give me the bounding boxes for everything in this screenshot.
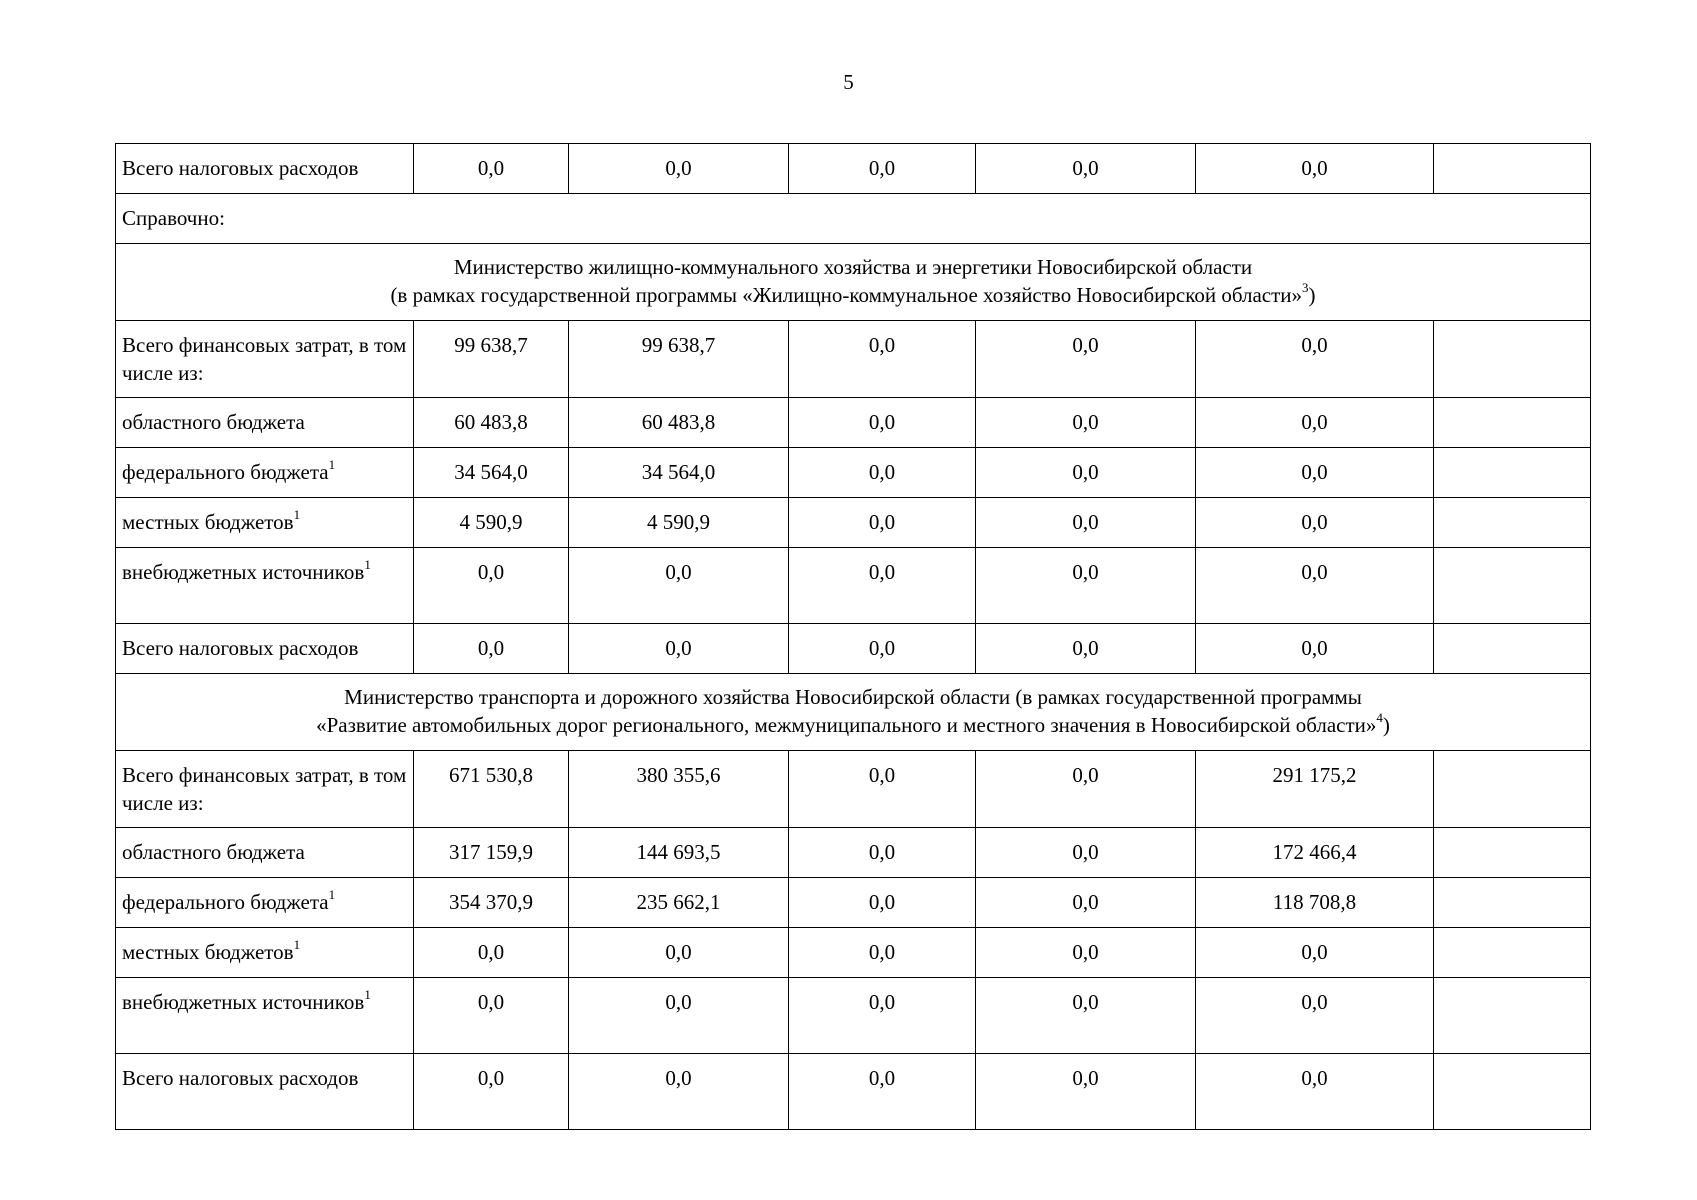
row-label: Всего финансовых затрат, в том числе из: xyxy=(116,751,414,828)
table-row xyxy=(116,498,1591,548)
table-cell: 0,0 xyxy=(1196,624,1434,674)
row-label: Всего налоговых расходов xyxy=(116,624,414,674)
table-cell: 0,0 xyxy=(789,928,976,978)
table-cell: 0,0 xyxy=(569,928,789,978)
table-cell: 0,0 xyxy=(414,978,569,1054)
table-cell: 0,0 xyxy=(1196,321,1434,398)
table-cell: 0,0 xyxy=(976,751,1196,828)
table-cell: 0,0 xyxy=(1196,978,1434,1054)
table-cell: 99 638,7 xyxy=(569,321,789,398)
section-title-line: (в рамках государственной программы «Жилищно-коммунальное хозяйство Новосибирской области»$^3$) xyxy=(390,280,1316,307)
table-cell: 0,0 xyxy=(569,548,789,624)
table-cell: 0,0 xyxy=(976,498,1196,548)
table-cell: 0,0 xyxy=(569,624,789,674)
table-cell: 0,0 xyxy=(976,878,1196,928)
table-cell: 0,0 xyxy=(569,144,789,194)
table-cell: 291 175,2 xyxy=(1196,751,1434,828)
table-cell: 0,0 xyxy=(976,144,1196,194)
table-cell: 4 590,9 xyxy=(414,498,569,548)
table-cell: 0,0 xyxy=(789,144,976,194)
table-cell: 0,0 xyxy=(1196,144,1434,194)
table-cell xyxy=(1434,878,1591,928)
table-cell: 0,0 xyxy=(789,1054,976,1130)
table-cell: 0,0 xyxy=(1196,1054,1434,1130)
table-cell: 60 483,8 xyxy=(414,398,569,448)
table-cell: 144 693,5 xyxy=(569,828,789,878)
section-heading-row xyxy=(116,244,1591,321)
row-label: областного бюджета xyxy=(116,398,414,448)
table-cell: 0,0 xyxy=(976,928,1196,978)
table-cell: 99 638,7 xyxy=(414,321,569,398)
budget-table xyxy=(115,143,1591,1130)
table-cell xyxy=(1434,928,1591,978)
table-row xyxy=(116,194,1591,244)
footnote-marker: 1 xyxy=(328,457,336,472)
table-row xyxy=(116,878,1591,928)
table-cell: 0,0 xyxy=(414,624,569,674)
table-row xyxy=(116,978,1591,1054)
table-cell: 0,0 xyxy=(414,548,569,624)
table-cell: 0,0 xyxy=(976,978,1196,1054)
row-label: федерального бюджета$^1$ xyxy=(116,878,414,928)
row-label: внебюджетных источников$^1$ xyxy=(116,978,414,1054)
table-cell: 0,0 xyxy=(1196,498,1434,548)
table-row xyxy=(116,624,1591,674)
row-label: внебюджетных источников$^1$ xyxy=(116,548,414,624)
table-cell: 0,0 xyxy=(789,828,976,878)
table-cell: 0,0 xyxy=(976,548,1196,624)
table-cell: 0,0 xyxy=(976,1054,1196,1130)
table-row xyxy=(116,1054,1591,1130)
section-heading xyxy=(116,674,1591,751)
table-cell: 0,0 xyxy=(569,1054,789,1130)
row-label: Всего финансовых затрат, в том числе из: xyxy=(116,321,414,398)
table-cell: 0,0 xyxy=(569,978,789,1054)
table-cell: 0,0 xyxy=(1196,928,1434,978)
table-cell: 0,0 xyxy=(789,978,976,1054)
row-label: Всего налоговых расходов xyxy=(116,1054,414,1130)
row-label: областного бюджета xyxy=(116,828,414,878)
table-cell: 4 590,9 xyxy=(569,498,789,548)
table-cell: 380 355,6 xyxy=(569,751,789,828)
footnote-marker: 1 xyxy=(328,887,336,902)
table-cell: 354 370,9 xyxy=(414,878,569,928)
table-cell: 317 159,9 xyxy=(414,828,569,878)
table-cell: 0,0 xyxy=(414,144,569,194)
table-cell: 671 530,8 xyxy=(414,751,569,828)
table-cell: 0,0 xyxy=(789,548,976,624)
row-label: местных бюджетов$^1$ xyxy=(116,928,414,978)
table-cell: 0,0 xyxy=(789,321,976,398)
table-cell: 0,0 xyxy=(414,1054,569,1130)
table-cell xyxy=(1434,624,1591,674)
table-cell: 34 564,0 xyxy=(414,448,569,498)
table-cell xyxy=(1434,828,1591,878)
table-cell: 0,0 xyxy=(789,878,976,928)
row-label: федерального бюджета$^1$ xyxy=(116,448,414,498)
table-cell: 235 662,1 xyxy=(569,878,789,928)
table-cell: 0,0 xyxy=(976,624,1196,674)
table-cell: 0,0 xyxy=(789,398,976,448)
table-cell: 0,0 xyxy=(789,448,976,498)
table-row xyxy=(116,448,1591,498)
table-row xyxy=(116,321,1591,398)
footnote-marker: 1 xyxy=(364,987,371,1002)
table-cell: 0,0 xyxy=(1196,398,1434,448)
table-cell: 118 708,8 xyxy=(1196,878,1434,928)
section-title-line: Министерство жилищно-коммунального хозяйства и энергетики Новосибирской области xyxy=(453,255,1253,279)
table-row xyxy=(116,144,1591,194)
table-cell xyxy=(1434,548,1591,624)
row-label: Всего налоговых расходов xyxy=(116,144,414,194)
table-row xyxy=(116,398,1591,448)
table-cell: 60 483,8 xyxy=(569,398,789,448)
table-cell: 0,0 xyxy=(789,751,976,828)
table-cell: 0,0 xyxy=(789,498,976,548)
footnote-marker: 1 xyxy=(364,557,371,572)
table-cell xyxy=(1434,448,1591,498)
page-number: 5 xyxy=(843,70,854,94)
table-cell xyxy=(1434,498,1591,548)
table-cell xyxy=(1434,321,1591,398)
table-cell: 0,0 xyxy=(789,624,976,674)
footnote-marker: 1 xyxy=(293,507,301,522)
table-cell: 0,0 xyxy=(976,828,1196,878)
table-cell xyxy=(1434,1054,1591,1130)
table-cell: 0,0 xyxy=(414,928,569,978)
table-row xyxy=(116,828,1591,878)
row-label: местных бюджетов$^1$ xyxy=(116,498,414,548)
table-cell: 0,0 xyxy=(1196,548,1434,624)
table-cell: 0,0 xyxy=(976,398,1196,448)
table-cell xyxy=(1434,751,1591,828)
table-cell: 0,0 xyxy=(976,448,1196,498)
section-heading-row xyxy=(116,674,1591,751)
section-title-line: «Развитие автомобильных дорог регионального, межмуниципального и местного значения в Новосибирской области»$^4$) xyxy=(316,710,1390,737)
table-cell: 0,0 xyxy=(976,321,1196,398)
table-row xyxy=(116,928,1591,978)
table-cell: 34 564,0 xyxy=(569,448,789,498)
table-cell xyxy=(1434,144,1591,194)
table-row xyxy=(116,548,1591,624)
footnote-marker: 4 xyxy=(1376,710,1383,725)
reference-label: Справочно: xyxy=(116,194,1591,244)
section-heading xyxy=(116,244,1591,321)
table-cell: 0,0 xyxy=(1196,448,1434,498)
table-cell xyxy=(1434,978,1591,1054)
table-row xyxy=(116,751,1591,828)
section-title-line: Министерство транспорта и дорожного хозяйства Новосибирской области (в рамках государственной программы xyxy=(344,685,1362,709)
table-cell: 172 466,4 xyxy=(1196,828,1434,878)
table-cell xyxy=(1434,398,1591,448)
footnote-marker: 1 xyxy=(293,937,301,952)
footnote-marker: 3 xyxy=(1302,280,1309,295)
